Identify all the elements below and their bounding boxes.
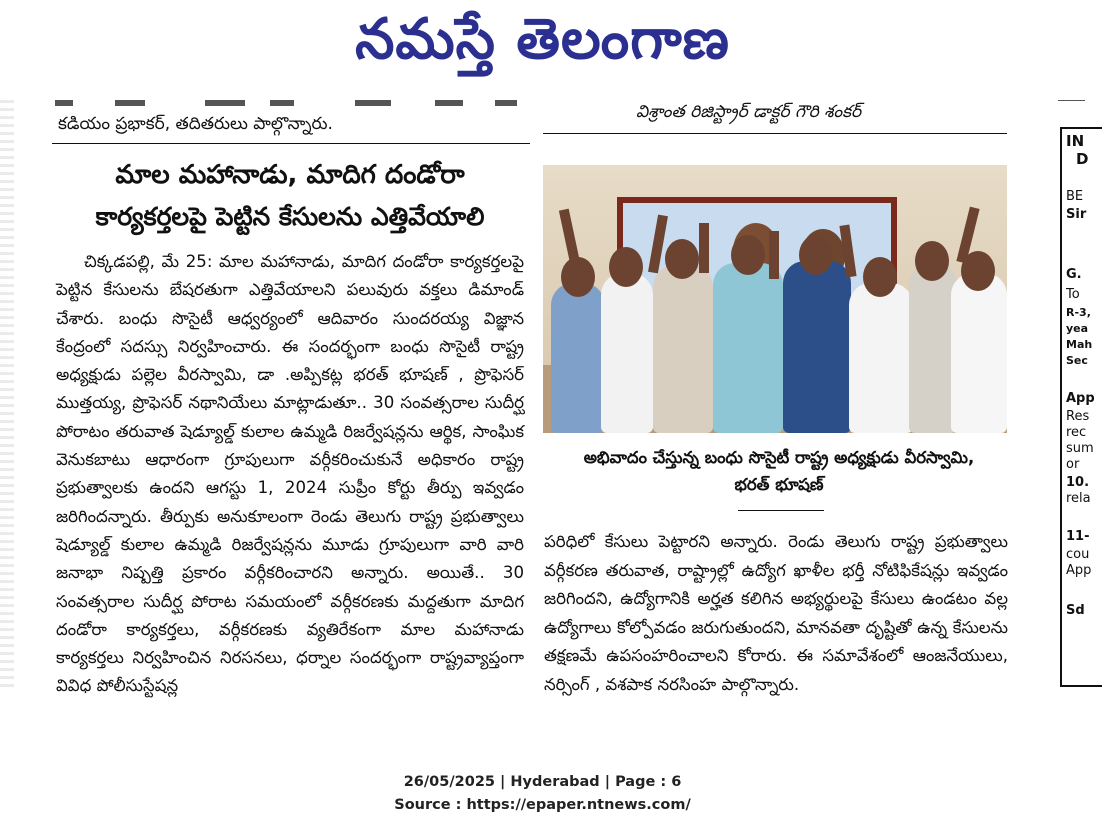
side-box-text: rec — [1066, 425, 1087, 440]
headline-line-1: మాల మహానాడు, మాదిగ దండోరా — [115, 160, 465, 190]
page-info: 26/05/2025 | Hyderabad | Page : 6 — [403, 774, 682, 790]
side-box-text: Mah — [1066, 338, 1093, 351]
photo-person — [653, 265, 713, 433]
side-box-text: To — [1066, 287, 1080, 302]
headline-line-2: కార్యకర్తలపై పెట్టిన కేసులను ఎత్తివేయాలి — [95, 202, 485, 231]
photo-person-head — [609, 247, 643, 287]
article-body-column-1 — [56, 248, 524, 701]
photo-person — [951, 273, 1007, 433]
side-box-text: sum — [1066, 441, 1094, 456]
photo-person — [909, 263, 957, 433]
side-box-text: BE — [1066, 189, 1084, 204]
side-box-text: cou — [1066, 547, 1090, 562]
page-edge-decoration — [0, 100, 14, 690]
photo-person-head — [665, 239, 699, 279]
side-box-text: R-3, — [1066, 306, 1091, 319]
photo-caption-line-1: అభివాదం చేస్తున్న బంధు సొసైటీ రాష్ట్ర అధ్యక్షుడు వీరస్వామి, — [583, 448, 975, 467]
side-box-text: or — [1066, 457, 1080, 472]
side-box-text: IN — [1066, 132, 1085, 150]
divider-rule — [543, 133, 1007, 134]
photo-person-head — [799, 235, 833, 275]
side-box-text: yea — [1066, 322, 1089, 335]
adjacent-photo-caption: విశ్రాంత రిజిస్ట్రార్ డాక్టర్ గౌరి శంకర్ — [636, 102, 862, 122]
side-box-text: App — [1066, 563, 1092, 578]
divider-rule — [1058, 100, 1085, 101]
photo-person — [783, 261, 851, 433]
raised-hand — [699, 223, 709, 273]
side-box-text: 10. — [1066, 475, 1090, 490]
adjacent-notice-box — [1060, 127, 1102, 687]
side-box-text: 11- — [1066, 529, 1090, 544]
photo-caption — [553, 444, 1005, 498]
side-box-text: Sir — [1066, 207, 1087, 222]
divider-rule — [52, 143, 530, 144]
photo-person — [713, 263, 783, 433]
photo-person-head — [863, 257, 897, 297]
photo-caption-line-2: భరత్ భూషణ్ — [734, 475, 824, 494]
side-box-text: rela — [1066, 491, 1091, 506]
cut-off-glyphs — [55, 98, 525, 108]
cut-off-text-line — [55, 97, 525, 107]
previous-article-tail: కడియం ప్రభాకర్, తదితరులు పాల్గొన్నారు. — [58, 114, 333, 134]
article-paragraph: చిక్కడపల్లి, మే 25: మాల మహానాడు, మాదిగ దండోరా కార్యకర్తలపై పెట్టిన కేసులను బేషరతుగా ఎత్తివేయాలని పలువురు వక్తలు డిమాండ్ చేశారు. బంధు సొసైటీ ఆధ్వర్యంలో ఆదివారం సుందరయ్య విజ్ఞాన కేంద్రంలో సదస్సు నిర్వహించారు. ఈ సందర్భంగా బంధు సొసైటీ రాష్ట్ర అధ్యక్షుడు పల్లెల వీరస్వామి, డా .అప్పికట్ల భరత్ భూషణ్ , ప్రొఫెసర్ ముత్తయ్య, ప్రొఫెసర్ నథానియేలు మాట్లాడుతూ.. 30 సంవత్సరాల సుదీర్ఘ పోరాటం తరువాత షెడ్యూల్డ్ కులాల ఉమ్మడి రిజర్వేషన్లను ఆర్థిక, సాంఘిక వెనుకబాటు ఆధారంగా గ్రూపులుగా వర్గీకరించుకునే అధికారం రాష్ట్ర ప్రభుత్వాలకు ఉందని ఆగస్టు 1, 2024 సుప్రీం కోర్టు తీర్పు ఇవ్వడం జరిగిందన్నారు. తీర్పుకు అనుకూలంగా రెండు తెలుగు రాష్ట్ర ప్రభుత్వాలు షెడ్యూల్డ్ కులాల ఉమ్మడి రిజర్వేషన్లను మూడు గ్రూపులుగా వారి వారి జనాభా నిష్పత్తి ప్రకారం వర్గీకరించారని అన్నారు. అయితే.. 30 సంవత్సరాల సుదీర్ఘ పోరాట సమయంలో వర్గీకరణకు మద్దతుగా మాదిగ దండోరా కార్యకర్తలు, వర్గీకరణకు వ్యతిరేకంగా మాల మహానాడు కార్యకర్తలు నిర్వహించిన నిరసనలు, ధర్నాల సందర్భంగా రాష్ట్రవ్యాప్తంగా వివిధ పోలీసుస్టేషన్ల — [56, 252, 524, 696]
newspaper-title: నమస్తే తెలంగాణ — [355, 7, 730, 72]
masthead — [0, 0, 1085, 80]
photo-person — [551, 283, 605, 433]
article-paragraph: పరిధిలో కేసులు పెట్టారని అన్నారు. రెండు తెలుగు రాష్ట్ర ప్రభుత్వాలు వర్గీకరణ తరువాత, రాష్ట్రాల్లో ఉద్యోగ ఖాళీల భర్తీ నోటిఫికేషన్లు ఇవ్వడం జరిగిందని, ఉద్యోగానికి అర్హత కలిగిన అభ్యర్థులపై కేసులు ఉండటం వల్ల ఉద్యోగాలు కోల్పోవడం జరుగుతుందని, మానవతా దృష్టితో ఉన్న కేసులను తక్షణమే ఉపసంహరించాలని కోరారు. ఈ సమావేశంలో ఆంజనేయులు, నర్సింగ్ , వశపాక నరసింహ పాల్గొన్నారు. — [544, 532, 1008, 694]
article-photo — [543, 165, 1007, 433]
side-box-text: Sec — [1066, 354, 1088, 367]
source-url: Source : https://epaper.ntnews.com/ — [394, 797, 691, 813]
photo-person — [601, 273, 653, 433]
photo-person — [849, 283, 913, 433]
side-box-text: App — [1066, 391, 1095, 406]
caption-divider — [738, 510, 824, 511]
photo-person-head — [731, 235, 765, 275]
raised-hand — [769, 231, 779, 279]
side-box-text: Res — [1066, 409, 1090, 424]
photo-person-head — [915, 241, 949, 281]
side-box-text: G. — [1066, 267, 1082, 282]
article-body-column-2 — [544, 528, 1008, 700]
side-box-text: D — [1076, 150, 1089, 168]
side-box-text: Sd — [1066, 603, 1085, 618]
